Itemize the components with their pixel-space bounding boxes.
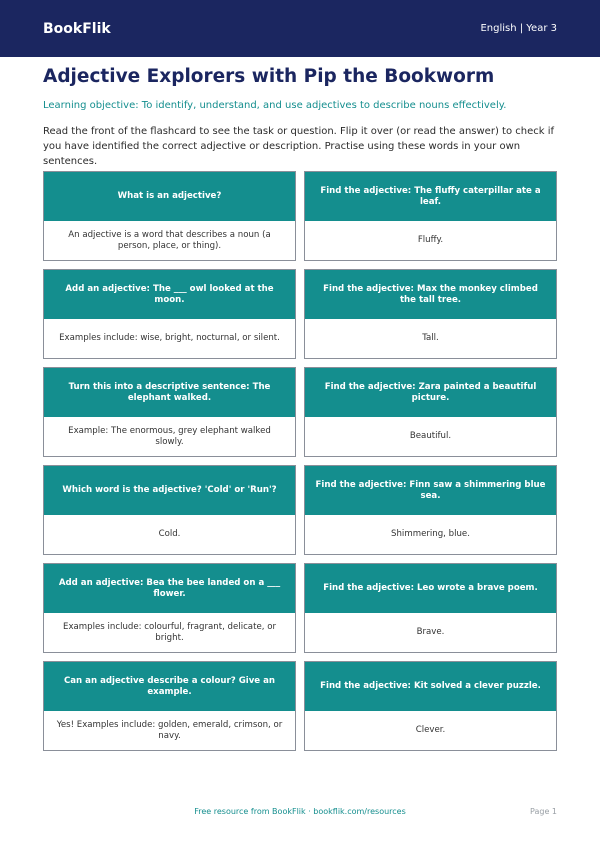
flashcard-answer: Example: The enormous, grey elephant walked slowly. — [44, 417, 295, 456]
brand-logo[interactable]: BookFlik — [43, 20, 111, 37]
flashcard-question: Which word is the adjective? 'Cold' or 'Run'? — [44, 466, 295, 515]
flashcard[interactable] — [43, 367, 296, 457]
flashcard[interactable] — [304, 563, 557, 653]
flashcard-question: Add an adjective: Bea the bee landed on a ___ flower. — [44, 564, 295, 613]
flashcard[interactable] — [43, 661, 296, 751]
flashcard-question: Can an adjective describe a colour? Give an example. — [44, 662, 295, 711]
flashcard-answer: Clever. — [305, 711, 556, 750]
flashcard-question: Find the adjective: Max the monkey climbed the tall tree. — [305, 270, 556, 319]
page-title: Adjective Explorers with Pip the Bookworm — [43, 66, 495, 87]
flashcard[interactable] — [304, 269, 557, 359]
flashcard-question: Find the adjective: Leo wrote a brave poem. — [305, 564, 556, 613]
flashcard-question: Turn this into a descriptive sentence: The elephant walked. — [44, 368, 295, 417]
flashcard-question: Add an adjective: The ___ owl looked at the moon. — [44, 270, 295, 319]
flashcard[interactable] — [304, 661, 557, 751]
flashcard-answer: An adjective is a word that describes a noun (a person, place, or thing). — [44, 221, 295, 260]
flashcard-grid — [43, 171, 557, 751]
flashcard[interactable] — [304, 367, 557, 457]
subject-year-label: English | Year 3 — [480, 23, 557, 34]
flashcard-answer: Yes! Examples include: golden, emerald, crimson, or navy. — [44, 711, 295, 750]
page-footer — [43, 807, 557, 819]
top-bar — [0, 0, 600, 57]
flashcard-answer: Cold. — [44, 515, 295, 554]
flashcard-answer: Shimmering, blue. — [305, 515, 556, 554]
flashcard-question: Find the adjective: Kit solved a clever puzzle. — [305, 662, 556, 711]
flashcard-answer: Examples include: wise, bright, nocturnal, or silent. — [44, 319, 295, 358]
flashcard[interactable] — [43, 269, 296, 359]
flashcard[interactable] — [43, 563, 296, 653]
intro-paragraph: Read the front of the flashcard to see the task or question. Flip it over (or read the answer) to check if you have identified the correct adjective or description. Practise using these words in your own sentences. — [43, 126, 554, 167]
flashcard-answer: Examples include: colourful, fragrant, delicate, or bright. — [44, 613, 295, 652]
footer-resource-link[interactable]: Free resource from BookFlik · bookflik.com/resources — [194, 807, 406, 816]
flashcard[interactable] — [43, 465, 296, 555]
flashcard-answer: Beautiful. — [305, 417, 556, 456]
flashcard-answer: Brave. — [305, 613, 556, 652]
flashcard[interactable] — [304, 465, 557, 555]
page-number: Page 1 — [530, 807, 557, 816]
flashcard-question: Find the adjective: Zara painted a beautiful picture. — [305, 368, 556, 417]
flashcard-question: Find the adjective: The fluffy caterpillar ate a leaf. — [305, 172, 556, 221]
flashcard[interactable] — [43, 171, 296, 261]
flashcard-answer: Fluffy. — [305, 221, 556, 260]
flashcard[interactable] — [304, 171, 557, 261]
flashcard-question: What is an adjective? — [44, 172, 295, 221]
learning-objective: Learning objective: To identify, understand, and use adjectives to describe nouns effectively. — [43, 100, 507, 111]
flashcard-answer: Tall. — [305, 319, 556, 358]
flashcard-question: Find the adjective: Finn saw a shimmering blue sea. — [305, 466, 556, 515]
